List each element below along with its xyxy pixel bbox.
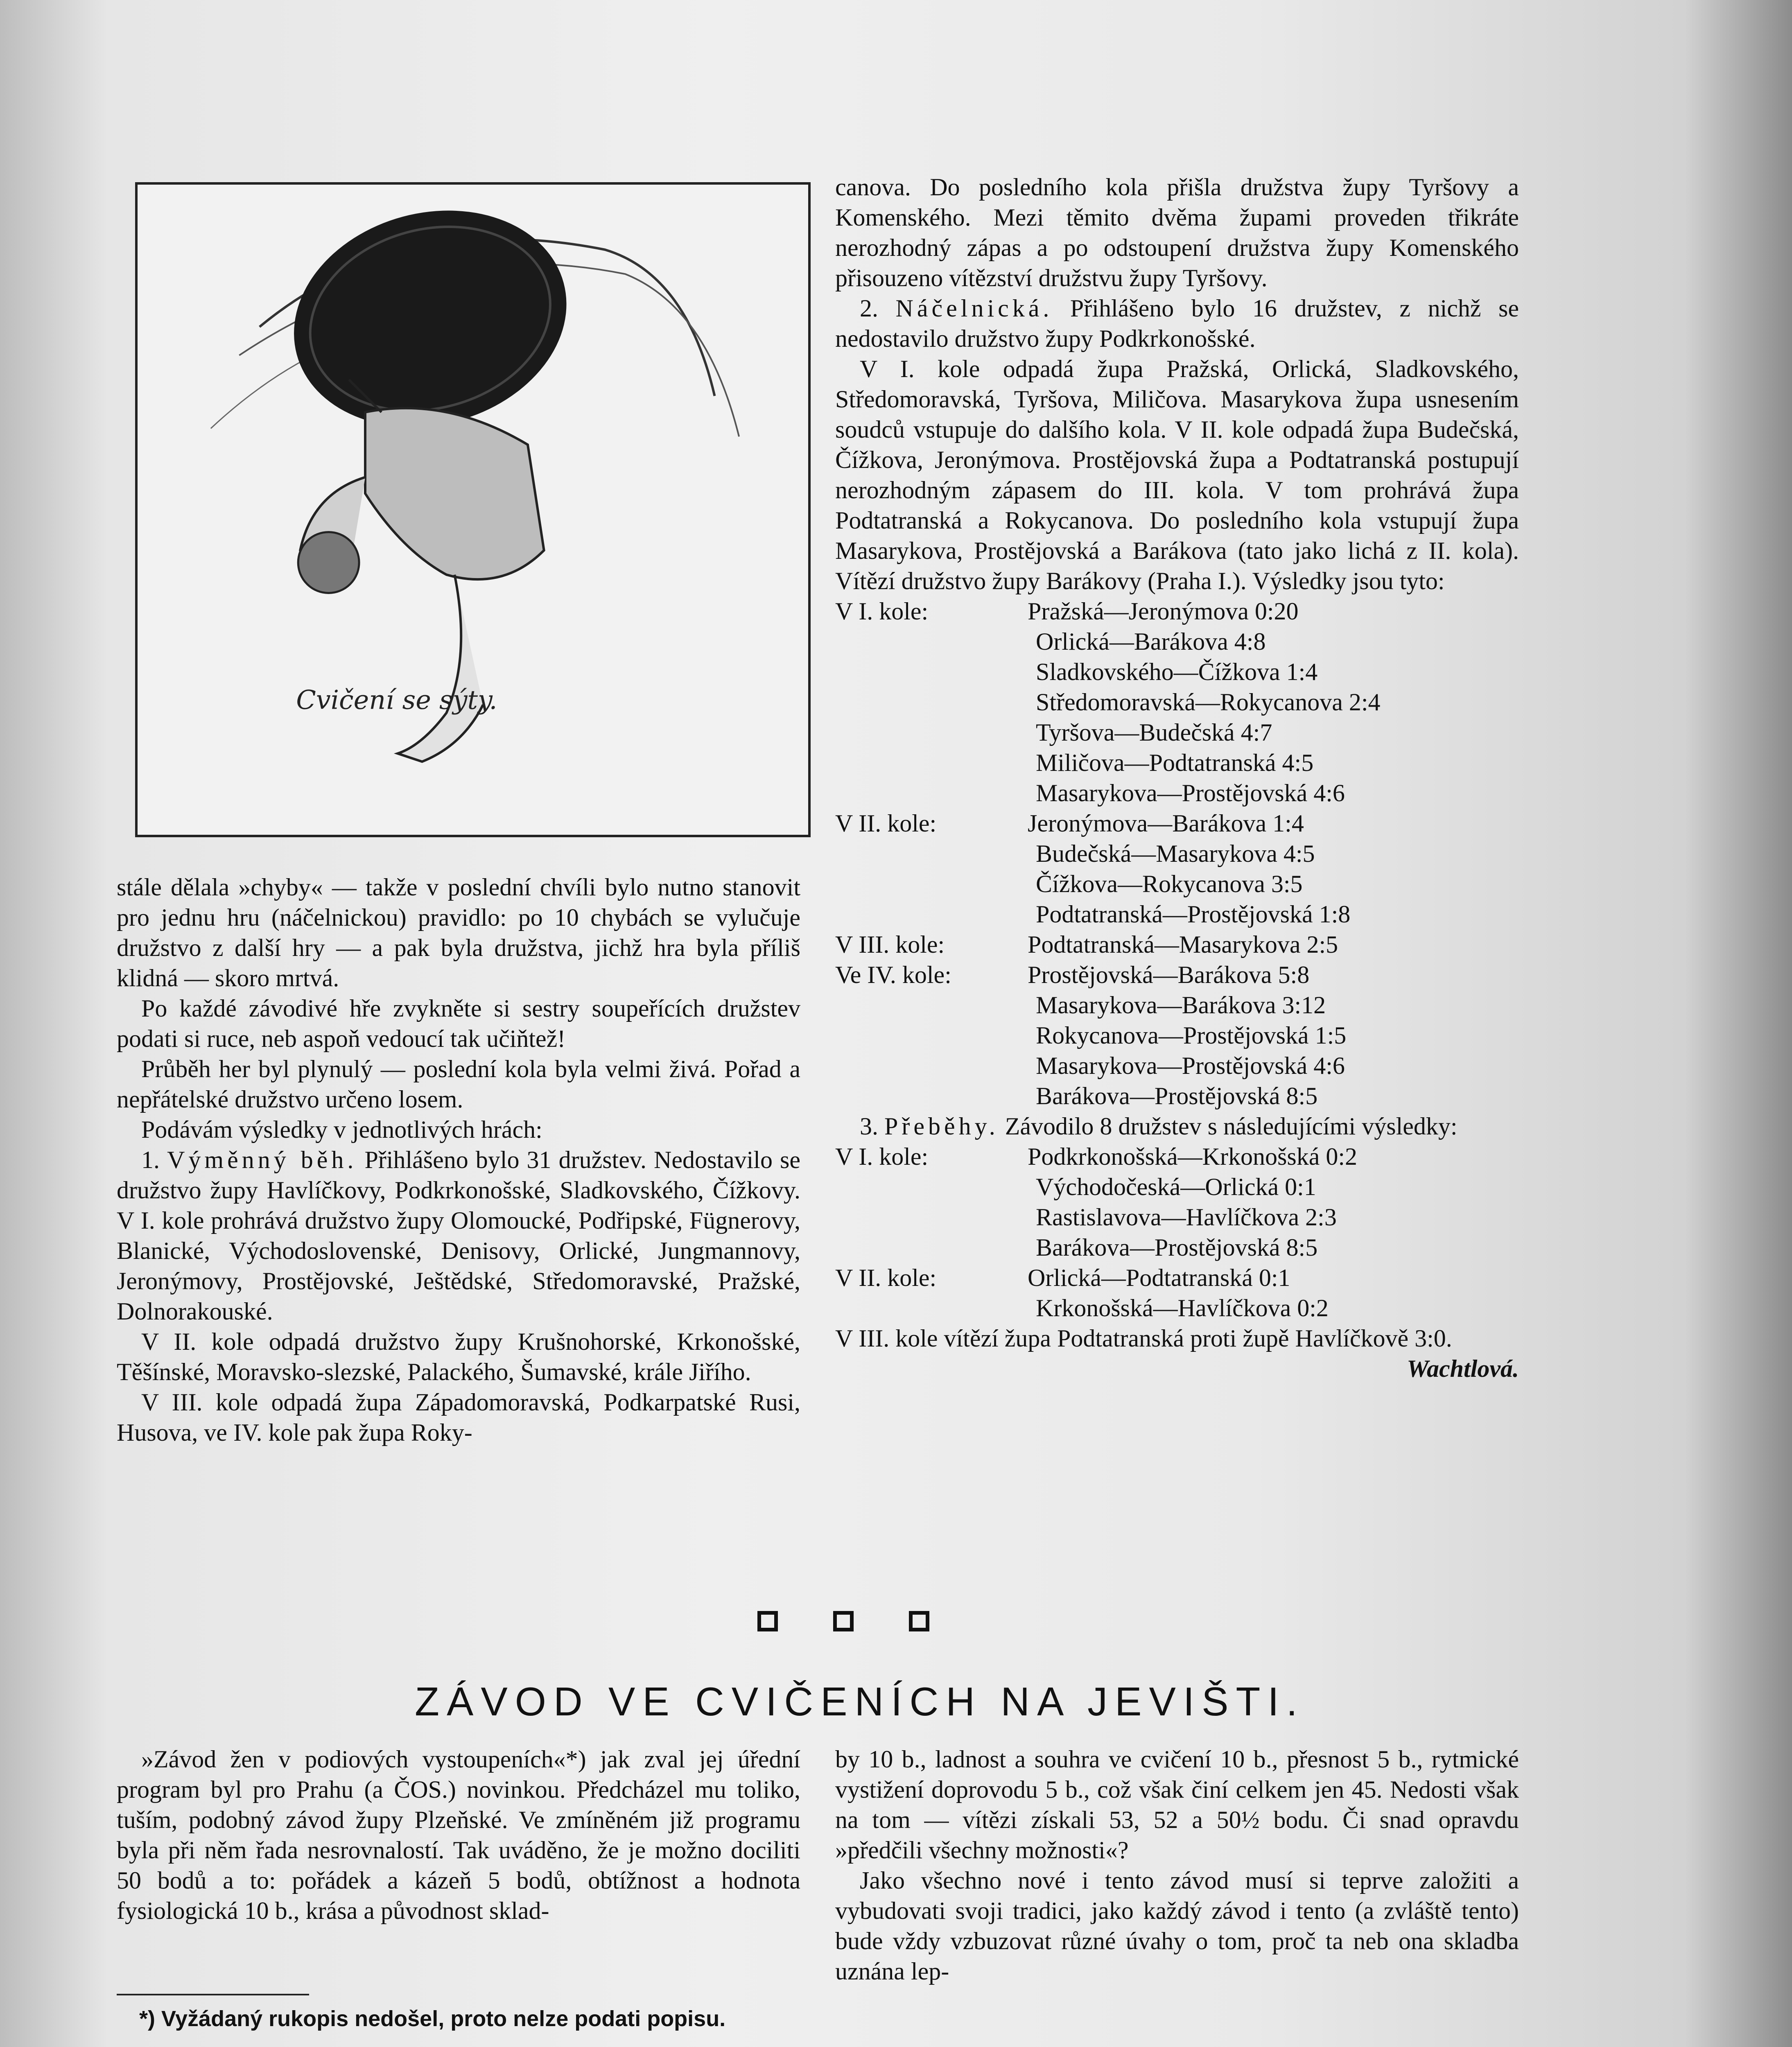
paragraph: canova. Do posledního kola přišla družstva župy Tyršovy a Komenského. Mezi těmito dvěma župami proveden třikráte nerozhodný zápas a po odstoupení družstva župy Komenského přisouzeno vítězství družstvu župy Tyršovy. bbox=[835, 174, 1519, 291]
result-row bbox=[835, 1263, 1519, 1293]
illustration-caption: Cvičení se sýty. bbox=[296, 685, 497, 715]
results-hra3 bbox=[835, 1141, 1519, 1323]
section-hra2 bbox=[835, 293, 1519, 354]
result-row bbox=[835, 808, 1519, 838]
square-ornament-icon bbox=[909, 1611, 929, 1631]
match-result: Rokycanova—Prostějovská 1:5 bbox=[1036, 1022, 1347, 1049]
section-heading: Přeběhy. bbox=[884, 1113, 999, 1140]
round-label: V II. kole: bbox=[835, 810, 937, 837]
paragraph: Průběh her byl plynulý — poslední kola byla velmi živá. Pořad a nepřátelské družstvo určeno losem. bbox=[117, 1055, 800, 1113]
section-hra1 bbox=[117, 1145, 800, 1326]
round-label: V I. kole: bbox=[835, 598, 929, 625]
final-result bbox=[835, 1323, 1519, 1382]
round-label: V III. kole: bbox=[835, 931, 945, 958]
section-text: Závodilo 8 družstev s následujícími výsledky: bbox=[1005, 1113, 1458, 1140]
round-label: V I. kole: bbox=[835, 1143, 929, 1170]
section-divider bbox=[757, 1605, 929, 1638]
drawing-icon bbox=[138, 185, 808, 835]
match-result: Středomoravská—Rokycanova 2:4 bbox=[1036, 689, 1381, 716]
round-label: Ve IV. kole: bbox=[835, 961, 951, 988]
match-result: Sladkovského—Čížkova 1:4 bbox=[1036, 658, 1318, 685]
match-result: Jeronýmova—Barákova 1:4 bbox=[1028, 810, 1304, 837]
result-row bbox=[835, 929, 1519, 960]
match-result: Východočeská—Orlická 0:1 bbox=[1036, 1173, 1316, 1200]
match-result: Barákova—Prostějovská 8:5 bbox=[1036, 1234, 1318, 1261]
footnote-divider bbox=[117, 1994, 309, 1995]
match-result: Orlická—Barákova 4:8 bbox=[1036, 628, 1266, 655]
paragraph: by 10 b., ladnost a souhra ve cvičení 10 b., přesnost 5 b., rytmické vystižení doprovodu 5 b., což však činí celkem jen 45. Nedosti však na tom — vítězi získali 53, 52 a 50½ bodu. Či snad opravdu »předčili všechny možnosti«? bbox=[835, 1746, 1519, 1864]
square-ornament-icon bbox=[833, 1611, 854, 1631]
match-result: Masarykova—Prostějovská 4:6 bbox=[1036, 1052, 1345, 1079]
paragraph: V III. kole odpadá župa Západomoravská, Podkarpatské Rusi, Husova, ve IV. kole pak župa Roky- bbox=[117, 1389, 800, 1446]
match-result: Tyršova—Budečská 4:7 bbox=[1036, 719, 1272, 746]
match-result: Miličova—Podtatranská 4:5 bbox=[1036, 749, 1314, 776]
paragraph: Podávám výsledky v jednotlivých hrách: bbox=[141, 1116, 542, 1143]
match-result: Barákova—Prostějovská 8:5 bbox=[1036, 1082, 1318, 1109]
author-signature: Wachtlová. bbox=[1407, 1355, 1519, 1382]
match-result: Podtatranská—Prostějovská 1:8 bbox=[1036, 901, 1351, 928]
match-result: Čížkova—Rokycanova 3:5 bbox=[1036, 870, 1303, 897]
paragraph: stále dělala »chyby« — takže v poslední chvíli bylo nutno stanovit pro jednu hru (náčelnickou) pravidlo: po 10 chybách se vylučuje družstvo z další hry — a pak byla družstva, jichž hra byla příliš klidná — skoro mrtvá. bbox=[117, 874, 800, 992]
match-result: Podtatranská—Masarykova 2:5 bbox=[1028, 931, 1338, 958]
section-number: 2. bbox=[860, 295, 878, 322]
match-result: Rastislavova—Havlíčkova 2:3 bbox=[1036, 1204, 1337, 1231]
paragraph: V II. kole odpadá družstvo župy Krušnohorské, Krkonošské, Těšínské, Moravsko-slezské, Palackého, Šumavské, krále Jiřího. bbox=[117, 1328, 800, 1385]
right-column-top bbox=[835, 172, 1519, 1384]
section-number: 3. bbox=[860, 1113, 878, 1140]
section-number: 1. bbox=[141, 1146, 160, 1173]
round-label: V II. kole: bbox=[835, 1264, 937, 1291]
left-column-top bbox=[117, 872, 800, 1448]
paragraph: »Závod žen v podiových vystoupeních«*) jak zval jej úřední program byl pro Prahu (a ČOS.) novinkou. Předcházel mu toliko, tuším, podobný závod župy Plzeňské. Ve zmíněném již programu byla při něm řada nesrovnalostí. Tak uváděno, že je možno dociliti 50 bodů a to: pořádek a kázeň 5 bodů, obtížnost a hodnota fysiologická 10 b., krása a původnost sklad- bbox=[117, 1746, 800, 1924]
article-title: ZÁVOD VE CVIČENÍCH NA JEVIŠTI. bbox=[415, 1679, 1305, 1724]
left-column-bottom bbox=[117, 1744, 800, 1926]
result-row bbox=[835, 1141, 1519, 1172]
match-result: Prostějovská—Barákova 5:8 bbox=[1028, 961, 1310, 988]
results-hra2 bbox=[835, 596, 1519, 1111]
section-text: Přihlášeno bylo 31 družstev. Nedostavilo se družstvo župy Havlíčkovy, Podkrkonošské, Sladkovského, Čížkovy. V I. kole prohrává družstvo župy Olomoucké, Podřipské, Fügnerovy, Blanické, Východoslovenské, Denisovy, Orlické, Jungmannovy, Jeronýmovy, Prostějovské, Ještědské, Středomoravské, Pražské, Dolnorakouské. bbox=[117, 1146, 801, 1325]
match-result: Podkrkonošská—Krkonošská 0:2 bbox=[1028, 1143, 1357, 1170]
section-hra3 bbox=[835, 1111, 1519, 1141]
paragraph: Po každé závodivé hře zvykněte si sestry soupeřících družstev podati si ruce, neb aspoň vedoucí tak učiňtež! bbox=[117, 995, 800, 1052]
match-result: Pražská—Jeronýmova 0:20 bbox=[1028, 598, 1299, 625]
section-text: Přihlášeno bylo 16 družstev, z nichž se nedostavilo družstvo župy Podkrkonošské. bbox=[835, 295, 1519, 352]
final-text: V III. kole vítězí župa Podtatranská proti župě Havlíčkově 3:0. bbox=[835, 1325, 1452, 1352]
paragraph: Jako všechno nové i tento závod musí si teprve založiti a vybudovati svoji tradici, jako každý závod i tento (a zvláště tento) bude vždy vzbuzovat různé úvahy o tom, proč ta neb ona skladba uznána lep- bbox=[835, 1867, 1519, 1985]
match-result: Krkonošská—Havlíčkova 0:2 bbox=[1036, 1295, 1329, 1322]
match-result: Budečská—Masarykova 4:5 bbox=[1036, 840, 1315, 867]
match-result: Masarykova—Barákova 3:12 bbox=[1036, 992, 1326, 1019]
result-row bbox=[835, 596, 1519, 626]
section-heading: Výměnný běh. bbox=[167, 1146, 357, 1173]
section-heading: Náčelnická. bbox=[895, 295, 1053, 322]
result-row bbox=[835, 960, 1519, 990]
match-result: Masarykova—Prostějovská 4:6 bbox=[1036, 779, 1345, 807]
square-ornament-icon bbox=[757, 1611, 778, 1631]
match-result: Orlická—Podtatranská 0:1 bbox=[1028, 1264, 1290, 1291]
footnote: *) Vyžádaný rukopis nedošel, proto nelze podati popisu. bbox=[139, 2006, 726, 2031]
illustration-drawing bbox=[135, 182, 811, 837]
paragraph: V I. kole odpadá župa Pražská, Orlická, Sladkovského, Středomoravská, Tyršova, Miličova. Masarykova župa usnesením soudců vstupuje do dalšího kola. V II. kole odpadá župa Budečská, Čížkova, Jeronýmova. Prostějovská župa a Podtatranská postupují nerozhodným zápasem do III. kola. V tom prohrává župa Podtatranská a Rokycanova. Do posledního kola vstupují župa Masarykova, Prostějovská a Barákova (tato jako lichá z II. kola). Vítězí družstvo župy Barákovy (Praha I.). Výsledky jsou tyto: bbox=[835, 355, 1519, 594]
right-column-bottom bbox=[835, 1744, 1519, 1986]
